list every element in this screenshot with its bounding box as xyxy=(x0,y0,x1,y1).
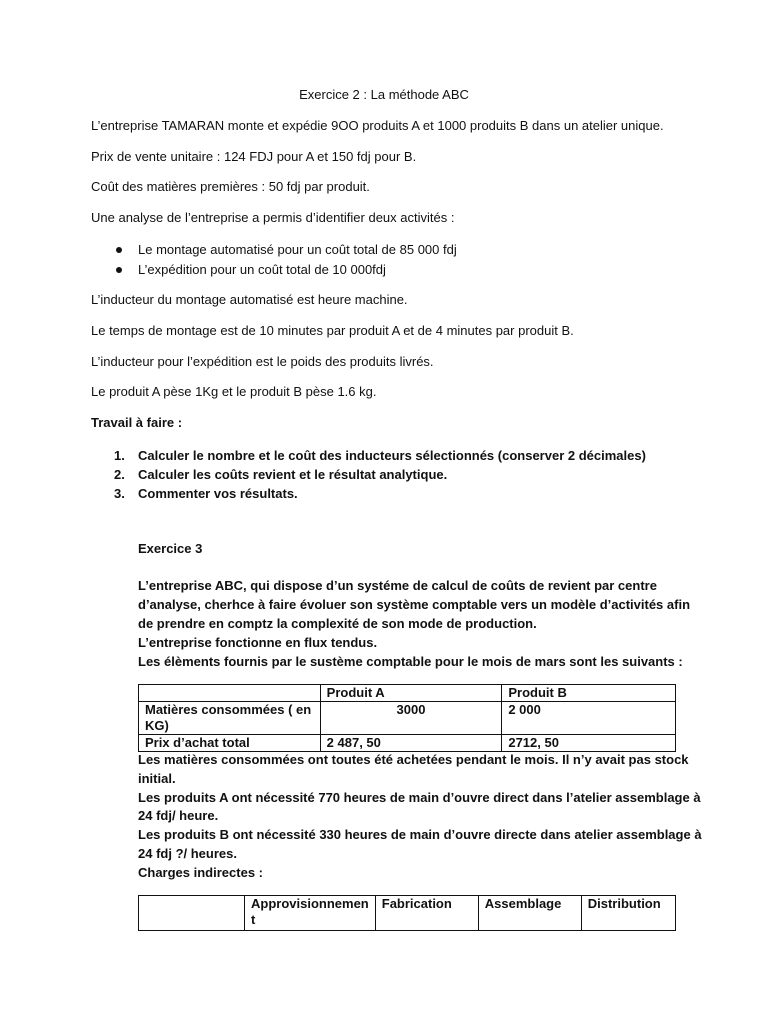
intro-line: L’entreprise ABC, qui dispose d’un systéme de calcul de coûts de revient par centre xyxy=(138,578,657,593)
table-cell: 2712, 50 xyxy=(502,735,676,752)
paragraph-montage-driver: L’inducteur du montage automatisé est heure machine. xyxy=(91,292,408,307)
body-line: 24 fdj ?/ heures. xyxy=(138,846,237,861)
bullet-icon xyxy=(116,247,122,253)
paragraph-unit-price: Prix de vente unitaire : 124 FDJ pour A et 150 fdj pour B. xyxy=(91,149,417,164)
paragraph-activities-intro: Une analyse de l’entreprise a permis d’identifier deux activités : xyxy=(91,210,455,225)
indirect-charges-table xyxy=(138,895,676,931)
table-cell: Prix d’achat total xyxy=(139,735,321,752)
exercise-2-title: Exercice 2 : La méthode ABC xyxy=(299,87,469,102)
body-line: Les produits A ont nécessité 770 heures de main d’ouvre direct dans l’atelier assemblage à xyxy=(138,790,701,805)
bullet-icon xyxy=(116,267,122,273)
list-item-text: Calculer les coûts revient et le résultat analytique. xyxy=(138,467,448,482)
intro-line: Les élèments fournis par le sustème comptable pour le mois de mars sont les suivants : xyxy=(138,654,683,669)
list-item xyxy=(114,446,646,465)
list-item xyxy=(114,465,646,484)
table-header-cell: Distribution xyxy=(581,896,675,931)
table-header-cell xyxy=(245,896,376,931)
list-item-number: 1. xyxy=(114,448,125,463)
table-header-cell xyxy=(139,896,245,931)
table-header-cell: Assemblage xyxy=(478,896,581,931)
list-item-number: 3. xyxy=(114,486,125,501)
table-cell: 2 000 xyxy=(502,702,676,735)
cell-text-line: Matières consommées ( en xyxy=(145,702,312,717)
paragraph-material-cost: Coût des matières premières : 50 fdj par produit. xyxy=(91,179,370,194)
body-line: Les matières consommées ont toutes été achetées pendant le mois. Il n’y avait pas stock xyxy=(138,752,689,767)
paragraph-shipping-driver: L’inducteur pour l’expédition est le poids des produits livrés. xyxy=(91,354,434,369)
paragraph-weights: Le produit A pèse 1Kg et le produit B pèse 1.6 kg. xyxy=(91,384,377,399)
table-header-cell: Produit B xyxy=(502,685,676,702)
intro-line: d’analyse, cherhce à faire évoluer son système comptable vers un modèle d’activités afin xyxy=(138,597,691,612)
work-heading: Travail à faire : xyxy=(91,415,183,430)
intro-line: L’entreprise fonctionne en flux tendus. xyxy=(138,635,378,650)
intro-line: de prendre en comptz la complexité de son mode de production. xyxy=(138,616,537,631)
paragraph-montage-time: Le temps de montage est de 10 minutes par produit A et de 4 minutes par produit B. xyxy=(91,323,574,338)
table-header-row xyxy=(139,685,676,702)
paragraph-company: L’entreprise TAMARAN monte et expédie 9OO produits A et 1000 produits B dans un atelier unique. xyxy=(91,118,664,133)
table-row xyxy=(139,702,676,735)
body-line: Les produits B ont nécessité 330 heures de main d’ouvre directe dans atelier assemblage à xyxy=(138,827,702,842)
table-cell: 2 487, 50 xyxy=(320,735,502,752)
cell-text-line: t xyxy=(251,912,256,927)
table-header-cell: Produit A xyxy=(320,685,502,702)
table-header-cell: Fabrication xyxy=(375,896,478,931)
activities-list xyxy=(116,240,457,280)
list-item-text: Calculer le nombre et le coût des inducteurs sélectionnés (conserver 2 décimales) xyxy=(138,448,646,463)
tasks-list xyxy=(114,446,646,503)
table-row xyxy=(139,735,676,752)
list-item xyxy=(114,484,646,503)
cell-text-line: KG) xyxy=(145,718,169,733)
cell-text-line: Approvisionnemen xyxy=(251,896,369,911)
exercise-3-title: Exercice 3 xyxy=(138,541,203,556)
body-line: Charges indirectes : xyxy=(138,865,263,880)
body-line: initial. xyxy=(138,771,176,786)
list-item-text: L’expédition pour un coût total de 10 000fdj xyxy=(138,262,386,277)
body-line: 24 fdj/ heure. xyxy=(138,808,219,823)
table-header-row xyxy=(139,896,676,931)
materials-table xyxy=(138,684,676,752)
list-item xyxy=(116,260,457,280)
list-item-text: Commenter vos résultats. xyxy=(138,486,298,501)
table-cell: 3000 xyxy=(320,702,502,735)
list-item-text: Le montage automatisé pour un coût total de 85 000 fdj xyxy=(138,242,457,257)
table-header-cell xyxy=(139,685,321,702)
list-item xyxy=(116,240,457,260)
table-cell xyxy=(139,702,321,735)
list-item-number: 2. xyxy=(114,467,125,482)
